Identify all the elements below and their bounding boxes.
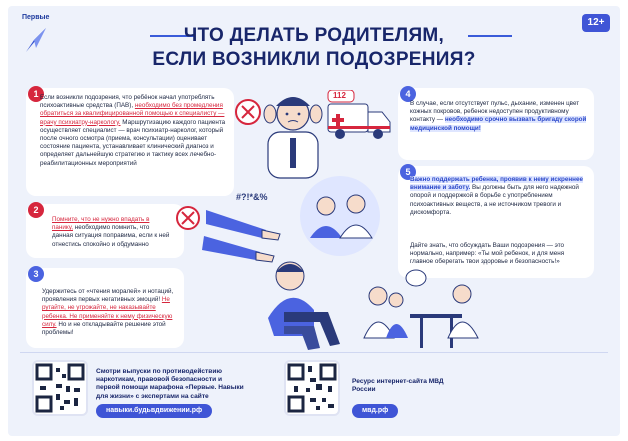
qr-code-mvd[interactable] — [284, 360, 340, 416]
step-4-highlight: необходимо срочно вызвать бригаду скорой медицинской помощи! — [410, 116, 587, 132]
step-3-intro: Удержитесь от «чтения моралей» и нотаций, проявления первых негативных эмоций! — [42, 288, 174, 304]
doctor-consultation-illustration — [356, 268, 486, 352]
family-talk-illustration — [298, 174, 382, 258]
step-2-number: 2 — [28, 202, 44, 218]
step-2-text — [52, 216, 170, 249]
ambulance-number: 112 — [333, 91, 346, 100]
pointing-hands-icon — [176, 190, 284, 266]
step-5-number: 5 — [400, 164, 416, 180]
angry-parent-illustration — [176, 190, 284, 266]
mvd-site-link[interactable]: мвд.рф — [352, 404, 398, 418]
qr-code-skills[interactable] — [32, 360, 88, 416]
step-1-highlight: необходимо без промедления обратиться за квалифицированной помощью к специалисту — врачу психиатру-наркологу. — [40, 102, 225, 126]
skills-promo-text: Смотри выпуски по противодействию наркотикам, правовой безопасности и первой помощи марафона «Первые. Навыки для жизни» с экспертами на сайте — [96, 368, 244, 400]
skills-site-link[interactable]: навыки.будьвдвижении.рф — [96, 404, 212, 418]
page-title-line2: ЕСЛИ ВОЗНИКЛИ ПОДОЗРЕНИЯ? — [152, 49, 476, 70]
step-1-number: 1 — [28, 86, 44, 102]
step-3-text — [42, 288, 178, 337]
step-2-highlight: Помните, что не нужно впадать в панику, — [52, 216, 150, 232]
page-title-line1: ЧТО ДЕЛАТЬ РОДИТЕЛЯМ, — [183, 25, 445, 46]
angry-speech-symbols: #?!*&% — [236, 192, 268, 202]
mvd-resource-text: Ресурс интернет-сайта МВД России — [352, 378, 444, 394]
step-1-rest: Маршрутизацию каждого пациента осуществляет специалист — врач психиатр-нарколог, который после очного осмотра (приема, консультации) оценивает состояние пациента, устанавливает клинический диагноз и определяет дальнейшую стратегию и тактику всех лечебно-реабилитационных мероприятий — [40, 118, 226, 167]
brand-name: Первые — [22, 14, 50, 21]
step-4-text — [410, 100, 588, 133]
poster — [8, 6, 620, 436]
step-5-highlight: Важно поддержать ребенка, проявив к нему искреннее внимание и заботу. — [410, 176, 583, 192]
age-rating-badge: 12+ — [582, 14, 610, 32]
step-5-extra: Дайте знать, что обсуждать Ваши подозрения — это нормально, например: «Ты мой ребенок, и для меня главное оберегать твои здоровье и безопасность!» — [410, 242, 565, 266]
step-3-rest: Но и не откладывайте решение этой проблемы! — [42, 320, 166, 337]
qr-code-icon — [286, 362, 338, 414]
step-4-intro: В случае, если отсутствует пульс, дыхание, изменен цвет кожных покровов, ребенок недоступен продуктивному контакту — — [410, 100, 580, 124]
qr-code-icon — [34, 362, 86, 414]
step-3-highlight: Не ругайте, не угрожайте, не наказывайте ребенка. Не применяйте к нему физическую силу. — [42, 296, 173, 328]
step-5-rest: Вы должны быть для него надежной опорой и поддержкой в борьбе с употреблением психоактивных веществ, а не источником тревоги и дискомфорта. — [410, 184, 579, 216]
ambulance-illustration — [326, 90, 396, 146]
step-4-number: 4 — [400, 86, 416, 102]
step-5-text — [410, 176, 588, 217]
step-1-intro: Если возникли подозрения, что ребёнок начал употреблять психоактивные средства (ПАВ), — [40, 94, 215, 110]
step-3-number: 3 — [28, 266, 44, 282]
step-2-rest: необходимо помнить, что данная ситуация поправима, если к ней отнестись спокойно и обдуманно — [52, 224, 170, 248]
sad-teen-illustration — [244, 256, 364, 356]
step-1-text — [40, 94, 226, 168]
